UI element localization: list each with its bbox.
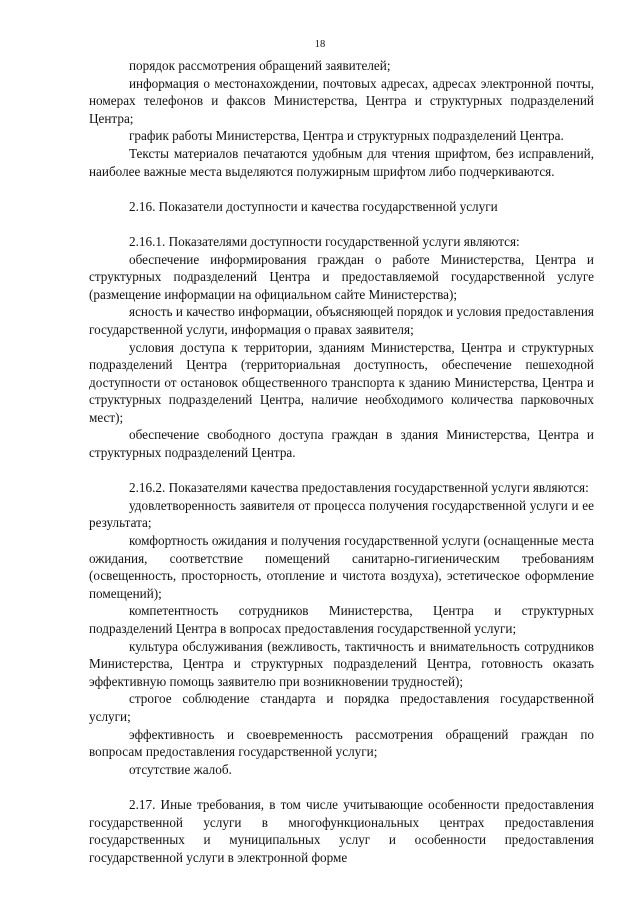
paragraph: график работы Министерства, Центра и структурных подразделений Центра. xyxy=(129,128,564,144)
paragraph: отсутствие жалоб. xyxy=(129,761,232,777)
paragraph: культура обслуживания (вежливость, тактичность и внимательность сотрудников Министерства, Центра и структурных подразделений Центра, готовность оказать эффективную помощь заявителю при возникновении трудностей); xyxy=(89,638,594,689)
paragraph: удовлетворенность заявителя от процесса получения государственной услуги и ее результата; xyxy=(89,497,594,531)
paragraph: информация о местонахождении, почтовых адресах, адресах электронной почты, номерах телефонов и факсов Министерства, Центра и структурных подразделений Центра; xyxy=(89,75,594,126)
paragraph: компетентность сотрудников Министерства, Центра и структурных подразделений Центра в вопросах предоставления государственной услуги; xyxy=(89,603,594,636)
paragraph: комфортность ожидания и получения государственной услуги (оснащенные места ожидания, соответствие помещений санитарно-гигиеническим требованиям (освещенность, просторность, отопление и чистота воздуха), эстетическое оформление помещений); xyxy=(89,533,594,601)
paragraph: порядок рассмотрения обращений заявителей; xyxy=(129,58,391,73)
subsection-heading-2-16-1: 2.16.1. Показателями доступности государственной услуги являются: xyxy=(129,233,520,249)
section-heading-2-16: 2.16. Показатели доступности и качества государственной услуги xyxy=(129,198,498,214)
subsection-heading-2-16-2: 2.16.2. Показателями качества предоставления государственной услуги являются: xyxy=(129,480,589,496)
paragraph: условия доступа к территории, зданиям Министерства, Центра и структурных подразделений Центра (территориальная доступность, обеспечение пешеходной доступности от остановок общественного транспорта к зданию Министерства, Центра и структурных подразделений Центра, наличие необходимого количества парковочных мест); xyxy=(89,339,594,425)
paragraph: Тексты материалов печатаются удобным для чтения шрифтом, без исправлений, наиболее важные места выделяются полужирным шрифтом либо подчеркиваются. xyxy=(89,145,594,179)
paragraph: ясность и качество информации, объясняющей порядок и условия предоставления государственной услуги, информация о правах заявителя; xyxy=(89,304,594,337)
body-text xyxy=(89,57,594,866)
paragraph: строгое соблюдение стандарта и порядка предоставления государственной услуги; xyxy=(89,691,594,724)
page-number: 18 xyxy=(314,39,326,50)
section-heading-2-17: 2.17. Иные требования, в том числе учитывающие особенности предоставления государственной услуги в многофункциональных центрах предоставления государственных и муниципальных услуг и особенности предоставления государственной услуги в электронной форме xyxy=(89,796,594,865)
paragraph: эффективность и своевременность рассмотрения обращений граждан по вопросам предоставления государственной услуги; xyxy=(89,726,594,760)
paragraph: обеспечение информирования граждан о работе Министерства, Центра и структурных подразделений Центра и предоставляемой государственной услуге (размещение информации на официальном сайте Министерства); xyxy=(89,251,594,302)
paragraph: обеспечение свободного доступа граждан в здания Министерства, Центра и структурных подразделений Центра. xyxy=(89,427,594,461)
